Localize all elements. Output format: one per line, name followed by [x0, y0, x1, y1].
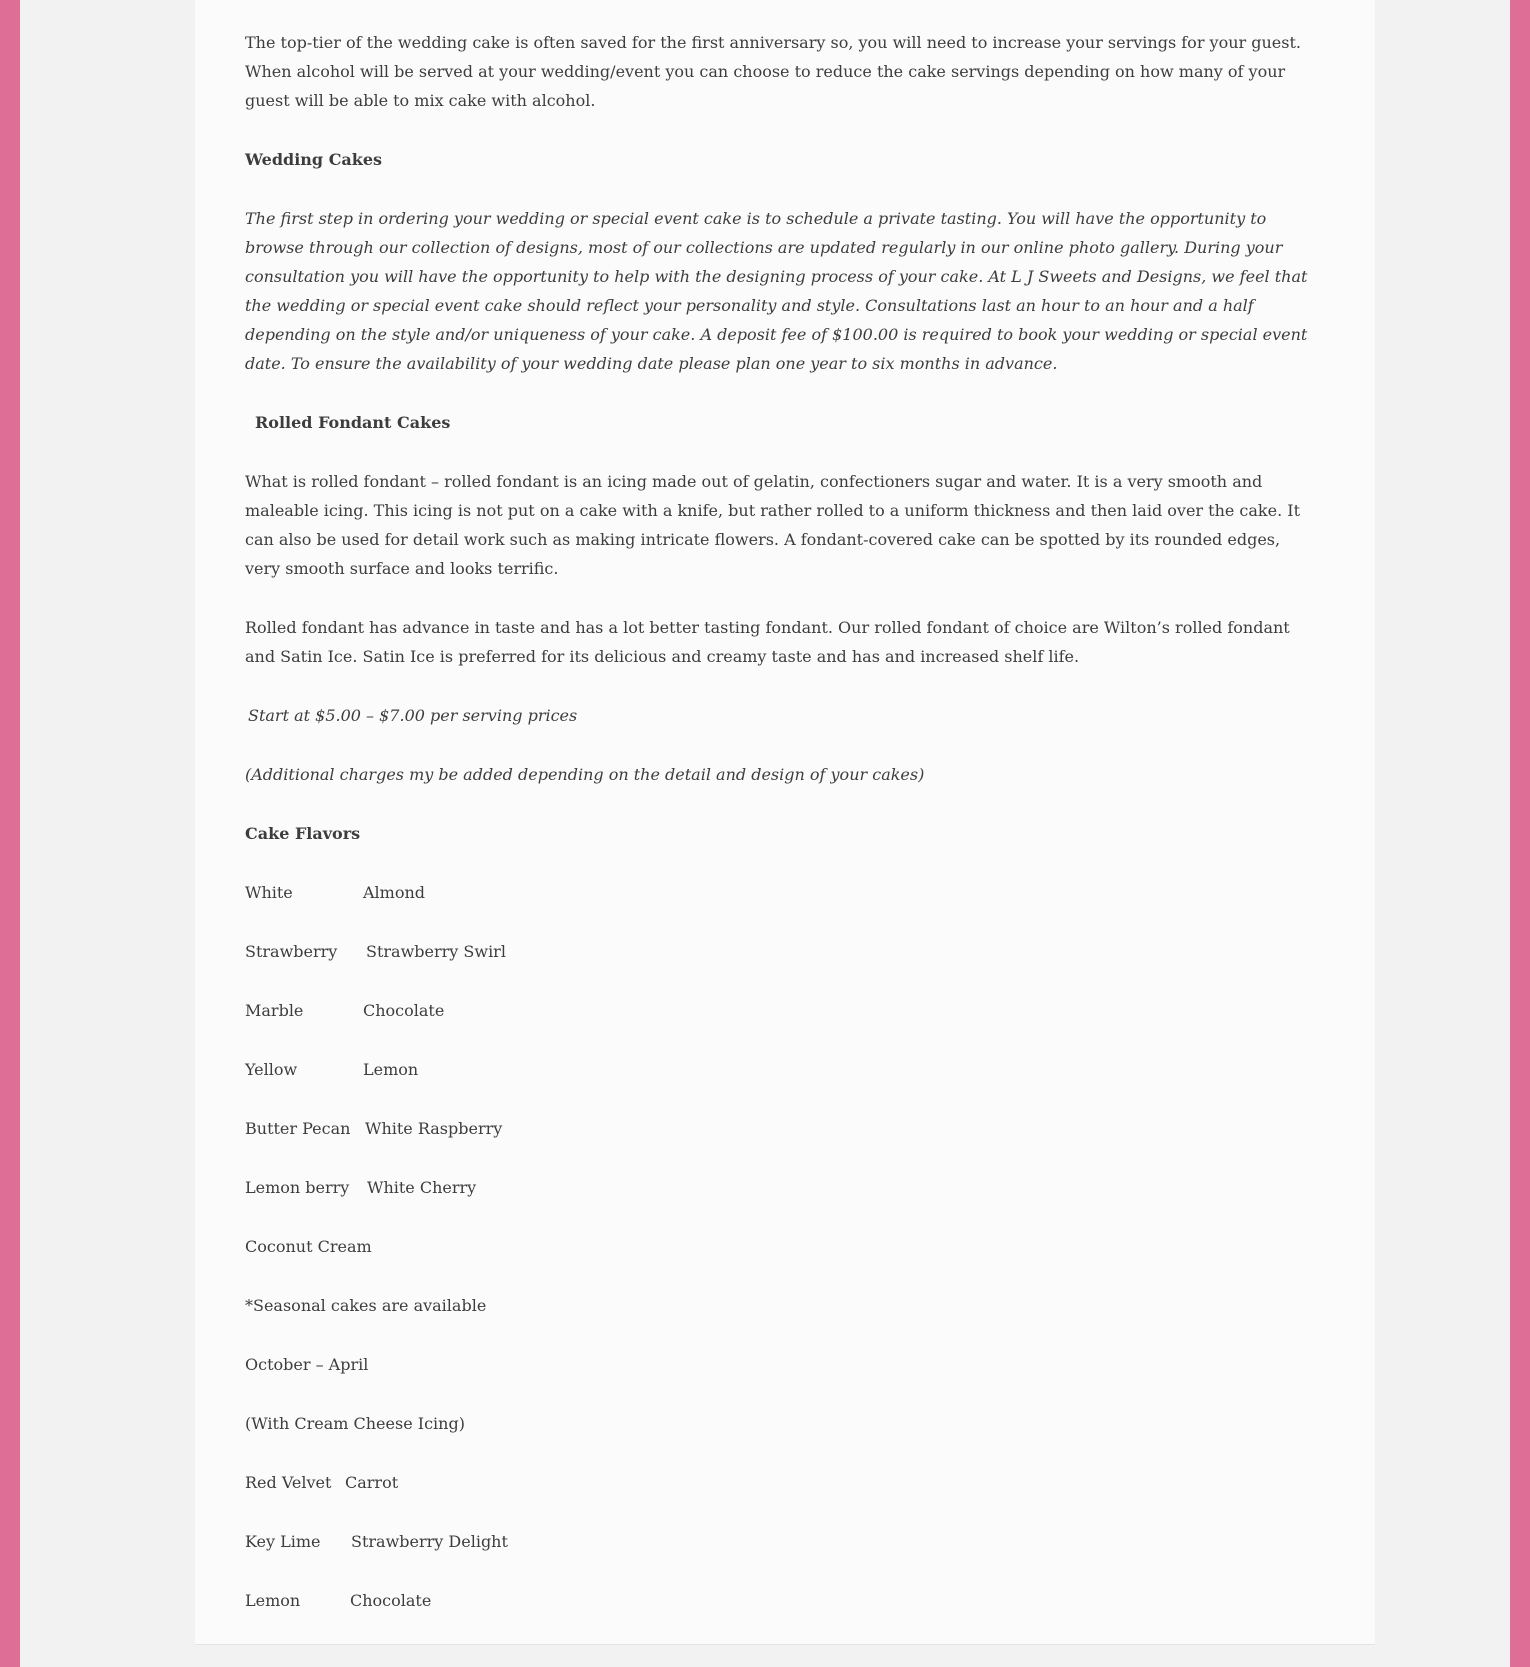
flavor-item: Marble: [245, 1001, 304, 1020]
flavor-item: Butter Pecan: [245, 1119, 351, 1138]
flavor-item: Almond: [363, 883, 426, 902]
flavor-item: Lemon: [363, 1060, 419, 1079]
footer-divider: [195, 1644, 1375, 1645]
wedding-cakes-heading: Wedding Cakes: [245, 150, 383, 169]
flavor-item: Lemon: [245, 1591, 301, 1610]
flavor-row: [245, 996, 1320, 1025]
seasonal-flavor-row: [245, 1468, 1320, 1497]
article-body: [245, 28, 1320, 1645]
flavor-row: [245, 1173, 1320, 1202]
flavor-item: Yellow: [245, 1060, 298, 1079]
intro-paragraph: The top-tier of the wedding cake is often saved for the first anniversary so, you will need to increase your servings for your guest. When alcohol will be served at your wedding/event you can choose to reduce the cake servings depending on how many of your guest will be able to mix cake with alcohol.: [245, 33, 1301, 110]
flavor-item: Carrot: [345, 1473, 399, 1492]
seasonal-flavor-row: [245, 1586, 1320, 1615]
cake-flavors-heading: Cake Flavors: [245, 824, 361, 843]
flavor-item: White Raspberry: [365, 1119, 503, 1138]
flavor-item: Red Velvet: [245, 1473, 332, 1492]
flavor-item: Lemon berry: [245, 1178, 350, 1197]
flavor-row: [245, 878, 1320, 907]
flavor-item: White: [245, 883, 293, 902]
flavor-item: Strawberry: [245, 942, 338, 961]
rolled-fondant-heading: Rolled Fondant Cakes: [255, 413, 451, 432]
fondant-preference: Rolled fondant has advance in taste and has a lot better tasting fondant. Our rolled fondant of choice are Wilton’s rolled fondant and Satin Ice. Satin Ice is preferred for its delicious and creamy taste and has and increased shelf life.: [245, 618, 1290, 666]
flavor-item-single: Coconut Cream: [245, 1237, 372, 1256]
flavor-item: Key Lime: [245, 1532, 321, 1551]
icing-note: (With Cream Cheese Icing): [245, 1414, 465, 1433]
flavor-item: Strawberry Swirl: [366, 942, 506, 961]
additional-charges-note: (Additional charges my be added depending on the detail and design of your cakes): [245, 765, 925, 784]
content-area: [195, 0, 1375, 1644]
page-background: [20, 0, 1510, 1667]
seasonal-flavor-row: [245, 1527, 1320, 1556]
season-range: October – April: [245, 1355, 369, 1374]
flavor-row: [245, 1114, 1320, 1143]
flavor-item: Chocolate: [350, 1591, 432, 1610]
flavor-item: Chocolate: [363, 1001, 445, 1020]
fondant-description: What is rolled fondant – rolled fondant is an icing made out of gelatin, confectioners sugar and water. It is a very smooth and maleable icing. This icing is not put on a cake with a knife, but rather rolled to a uniform thickness and then laid over the cake. It can also be used for detail work such as making intricate flowers. A fondant-covered cake can be spotted by its rounded edges, very smooth surface and looks terrific.: [245, 472, 1301, 578]
flavor-item: Strawberry Delight: [351, 1532, 508, 1551]
flavor-item: White Cherry: [367, 1178, 477, 1197]
flavor-row: [245, 1055, 1320, 1084]
flavor-row: [245, 937, 1320, 966]
wedding-cakes-paragraph: The first step in ordering your wedding or special event cake is to schedule a private tasting. You will have the opportunity to browse through our collection of designs, most of our collections are updated regularly in our online photo gallery. During your consultation you will have the opportunity to help with the designing process of your cake. At L J Sweets and Designs, we feel that the wedding or special event cake should reflect your personality and style. Consultations last an hour to an hour and a half depending on the style and/or uniqueness of your cake. A deposit fee of $100.00 is required to book your wedding or special event date. To ensure the availability of your wedding date please plan one year to six months in advance.: [245, 209, 1308, 373]
price-line: Start at $5.00 – $7.00 per serving prices: [248, 706, 578, 725]
seasonal-note: *Seasonal cakes are available: [245, 1296, 487, 1315]
